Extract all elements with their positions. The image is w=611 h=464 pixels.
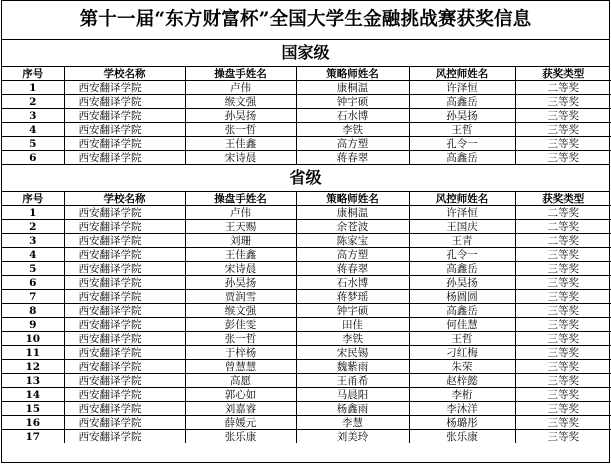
table-row xyxy=(2,248,611,262)
table-cell: 李慧 xyxy=(296,416,409,430)
table-cell: 石水博 xyxy=(296,109,409,123)
table-cell: 于梓杨 xyxy=(185,346,296,360)
provincial-table-wrap xyxy=(2,192,609,443)
table-cell: 高愿 xyxy=(185,374,296,388)
table-row xyxy=(2,318,611,332)
table-cell: 康桐温 xyxy=(296,81,409,95)
table-cell: 3 xyxy=(2,109,64,123)
column-header: 序号 xyxy=(2,67,64,81)
table-cell: 17 xyxy=(2,430,64,444)
table-cell: 张一哲 xyxy=(185,123,296,137)
table-row xyxy=(2,416,611,430)
table-row xyxy=(2,430,611,444)
table-cell: 缑文强 xyxy=(185,304,296,318)
table-cell: 杨璐彤 xyxy=(409,416,515,430)
table-cell: 西安翻译学院 xyxy=(64,304,185,318)
table-cell: 西安翻译学院 xyxy=(64,220,185,234)
table-cell: 西安翻译学院 xyxy=(64,81,185,95)
table-cell: 杨鑫雨 xyxy=(296,402,409,416)
table-cell: 三等奖 xyxy=(515,276,611,290)
table-cell: 西安翻译学院 xyxy=(64,374,185,388)
table-cell: 三等奖 xyxy=(515,402,611,416)
table-cell: 李铁 xyxy=(296,123,409,137)
table-cell: 西安翻译学院 xyxy=(64,206,185,220)
table-cell: 2 xyxy=(2,95,64,109)
table-cell: 西安翻译学院 xyxy=(64,388,185,402)
table-cell: 刘珊 xyxy=(185,234,296,248)
table-cell: 陈家宝 xyxy=(296,234,409,248)
table-cell: 刁红梅 xyxy=(409,346,515,360)
table-cell: 王天赐 xyxy=(185,220,296,234)
table-cell: 二等奖 xyxy=(515,206,611,220)
table-cell: 王甬希 xyxy=(296,374,409,388)
table-cell: 孙昊扬 xyxy=(185,276,296,290)
table-cell: 1 xyxy=(2,206,64,220)
table-cell: 王青 xyxy=(409,234,515,248)
table-cell: 缑文强 xyxy=(185,95,296,109)
table-cell: 李沐洋 xyxy=(409,402,515,416)
table-cell: 5 xyxy=(2,137,64,151)
table-cell: 刘嘉睿 xyxy=(185,402,296,416)
table-cell: 三等奖 xyxy=(515,151,611,165)
table-cell: 西安翻译学院 xyxy=(64,430,185,444)
table-cell: 钟宇硕 xyxy=(296,304,409,318)
column-header: 学校名称 xyxy=(64,192,185,206)
table-row xyxy=(2,360,611,374)
table-cell: 李桁 xyxy=(409,388,515,402)
table-cell: 西安翻译学院 xyxy=(64,123,185,137)
table-cell: 宋诗晨 xyxy=(185,151,296,165)
column-header: 风控师姓名 xyxy=(409,192,515,206)
table-row xyxy=(2,374,611,388)
table-cell: 孔令一 xyxy=(409,248,515,262)
table-cell: 西安翻译学院 xyxy=(64,151,185,165)
table-row xyxy=(2,332,611,346)
table-cell: 曾慧慧 xyxy=(185,360,296,374)
table-cell: 张乐康 xyxy=(185,430,296,444)
table-cell: 蒋春翠 xyxy=(296,151,409,165)
national-table xyxy=(2,67,611,164)
table-cell: 薛媛元 xyxy=(185,416,296,430)
national-table-wrap xyxy=(2,67,609,165)
table-cell: 孔令一 xyxy=(409,137,515,151)
table-row xyxy=(2,276,611,290)
table-cell: 西安翻译学院 xyxy=(64,402,185,416)
table-cell: 三等奖 xyxy=(515,388,611,402)
column-header: 操盘手姓名 xyxy=(185,192,296,206)
table-cell: 钟宇硕 xyxy=(296,95,409,109)
table-cell: 三等奖 xyxy=(515,374,611,388)
table-cell: 三等奖 xyxy=(515,430,611,444)
table-cell: 孙昊扬 xyxy=(409,276,515,290)
table-cell: 卢伟 xyxy=(185,206,296,220)
table-cell: 彭佳雯 xyxy=(185,318,296,332)
table-cell: 三等奖 xyxy=(515,95,611,109)
table-cell: 三等奖 xyxy=(515,248,611,262)
table-cell: 高鑫岳 xyxy=(409,151,515,165)
table-cell: 三等奖 xyxy=(515,318,611,332)
table-cell: 三等奖 xyxy=(515,137,611,151)
table-cell: 三等奖 xyxy=(515,262,611,276)
table-row xyxy=(2,234,611,248)
document-title: 第十一届“东方财富杯”全国大学生金融挑战赛获奖信息 xyxy=(2,1,609,40)
column-header: 获奖类型 xyxy=(515,67,611,81)
table-cell: 8 xyxy=(2,304,64,318)
table-cell: 14 xyxy=(2,388,64,402)
table-cell: 西安翻译学院 xyxy=(64,234,185,248)
table-cell: 王佳鑫 xyxy=(185,248,296,262)
table-cell: 5 xyxy=(2,262,64,276)
table-row xyxy=(2,151,611,165)
table-cell: 三等奖 xyxy=(515,332,611,346)
table-cell: 西安翻译学院 xyxy=(64,360,185,374)
table-cell: 13 xyxy=(2,374,64,388)
table-cell: 3 xyxy=(2,234,64,248)
table-cell: 二等奖 xyxy=(515,234,611,248)
table-cell: 西安翻译学院 xyxy=(64,262,185,276)
award-document xyxy=(1,0,610,463)
table-cell: 三等奖 xyxy=(515,304,611,318)
table-cell: 西安翻译学院 xyxy=(64,346,185,360)
table-row xyxy=(2,262,611,276)
table-cell: 蒋春翠 xyxy=(296,262,409,276)
table-cell: 二等奖 xyxy=(515,81,611,95)
table-cell: 余苍波 xyxy=(296,220,409,234)
table-cell: 蒋梦瑶 xyxy=(296,290,409,304)
table-cell: 许泽恒 xyxy=(409,206,515,220)
table-cell: 西安翻译学院 xyxy=(64,95,185,109)
table-cell: 10 xyxy=(2,332,64,346)
table-row xyxy=(2,346,611,360)
column-header: 策略师姓名 xyxy=(296,67,409,81)
table-cell: 16 xyxy=(2,416,64,430)
table-cell: 卢伟 xyxy=(185,81,296,95)
table-cell: 4 xyxy=(2,123,64,137)
table-cell: 孙昊扬 xyxy=(185,109,296,123)
national-section-title: 国家级 xyxy=(2,40,609,67)
table-cell: 王国庆 xyxy=(409,220,515,234)
table-cell: 孙昊扬 xyxy=(409,109,515,123)
table-cell: 西安翻译学院 xyxy=(64,109,185,123)
table-cell: 李铁 xyxy=(296,332,409,346)
table-cell: 朱荣 xyxy=(409,360,515,374)
table-cell: 三等奖 xyxy=(515,416,611,430)
column-header: 风控师姓名 xyxy=(409,67,515,81)
table-cell: 高鑫岳 xyxy=(409,304,515,318)
table-cell: 西安翻译学院 xyxy=(64,416,185,430)
table-cell: 何佳慧 xyxy=(409,318,515,332)
table-cell: 2 xyxy=(2,220,64,234)
table-cell: 高方塑 xyxy=(296,248,409,262)
table-cell: 许泽恒 xyxy=(409,81,515,95)
table-cell: 高方塑 xyxy=(296,137,409,151)
table-row xyxy=(2,304,611,318)
table-cell: 三等奖 xyxy=(515,123,611,137)
table-cell: 宋民锡 xyxy=(296,346,409,360)
table-cell: 宋诗晨 xyxy=(185,262,296,276)
table-cell: 1 xyxy=(2,81,64,95)
table-cell: 王哲 xyxy=(409,332,515,346)
column-header: 策略师姓名 xyxy=(296,192,409,206)
table-cell: 西安翻译学院 xyxy=(64,248,185,262)
table-cell: 高鑫岳 xyxy=(409,95,515,109)
table-cell: 西安翻译学院 xyxy=(64,332,185,346)
table-cell: 刘美玲 xyxy=(296,430,409,444)
provincial-table xyxy=(2,192,611,443)
table-header-row xyxy=(2,67,611,81)
table-cell: 王哲 xyxy=(409,123,515,137)
table-cell: 西安翻译学院 xyxy=(64,276,185,290)
table-row xyxy=(2,220,611,234)
table-cell: 6 xyxy=(2,276,64,290)
table-row xyxy=(2,123,611,137)
table-cell: 三等奖 xyxy=(515,360,611,374)
column-header: 序号 xyxy=(2,192,64,206)
table-row xyxy=(2,290,611,304)
table-cell: 高鑫岳 xyxy=(409,262,515,276)
table-cell: 杨圆圆 xyxy=(409,290,515,304)
table-cell: 王佳鑫 xyxy=(185,137,296,151)
table-cell: 康桐温 xyxy=(296,206,409,220)
column-header: 学校名称 xyxy=(64,67,185,81)
table-cell: 三等奖 xyxy=(515,290,611,304)
table-row xyxy=(2,402,611,416)
table-cell: 贾润雪 xyxy=(185,290,296,304)
table-row xyxy=(2,109,611,123)
table-row xyxy=(2,81,611,95)
table-row xyxy=(2,388,611,402)
table-cell: 4 xyxy=(2,248,64,262)
column-header: 操盘手姓名 xyxy=(185,67,296,81)
table-cell: 11 xyxy=(2,346,64,360)
table-cell: 田佳 xyxy=(296,318,409,332)
table-cell: 二等奖 xyxy=(515,220,611,234)
table-row xyxy=(2,206,611,220)
table-cell: 马晨阳 xyxy=(296,388,409,402)
table-cell: 6 xyxy=(2,151,64,165)
table-row xyxy=(2,95,611,109)
table-cell: 15 xyxy=(2,402,64,416)
provincial-section-title: 省级 xyxy=(2,165,609,192)
table-cell: 魏紫雨 xyxy=(296,360,409,374)
table-cell: 西安翻译学院 xyxy=(64,290,185,304)
table-cell: 赵梓懿 xyxy=(409,374,515,388)
table-cell: 9 xyxy=(2,318,64,332)
table-cell: 石水博 xyxy=(296,276,409,290)
table-cell: 西安翻译学院 xyxy=(64,318,185,332)
table-cell: 郭心如 xyxy=(185,388,296,402)
column-header: 获奖类型 xyxy=(515,192,611,206)
table-cell: 三等奖 xyxy=(515,346,611,360)
table-cell: 12 xyxy=(2,360,64,374)
table-cell: 西安翻译学院 xyxy=(64,137,185,151)
table-cell: 三等奖 xyxy=(515,109,611,123)
table-cell: 张乐康 xyxy=(409,430,515,444)
table-cell: 7 xyxy=(2,290,64,304)
table-header-row xyxy=(2,192,611,206)
table-cell: 张一哲 xyxy=(185,332,296,346)
table-row xyxy=(2,137,611,151)
